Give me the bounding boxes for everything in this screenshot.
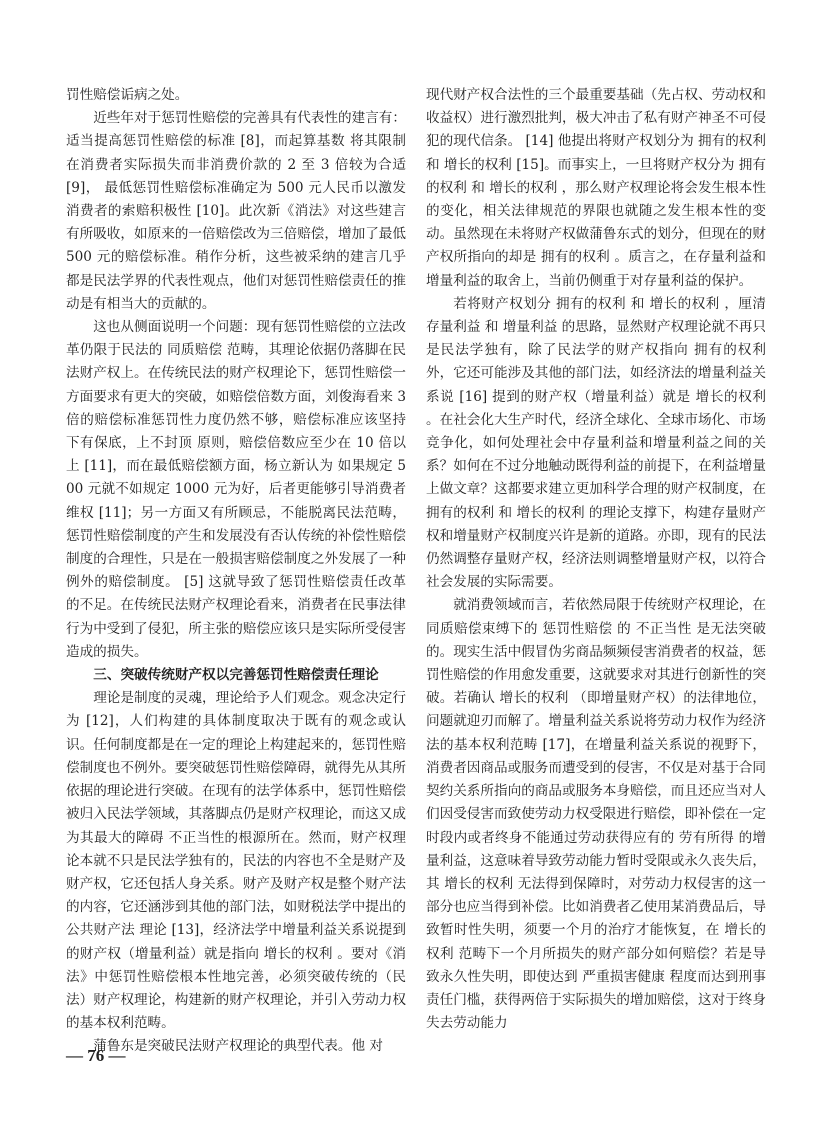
section-heading: 三、突破传统财产权以完善惩罚性赔偿责任理论	[93, 667, 379, 684]
paragraph: 近些年对于惩罚性赔偿的完善具有代表性的建言有：适当提高惩罚性赔偿的标准 [8]，而起算基数 将其限制在消费者实际损失而非消费价款的 2 至 3 倍较为合适 [9]， 最低惩罚性赔偿标准确定为 500 元人民币以激发消费者的索赔积极性 [10]。此次新《消法》对这些建言有所吸收，如原来的一倍赔偿改为三倍赔偿，增加了最低 500 元的赔偿标准。稍作分析，这些被采纳的建言几乎都是民法学界的代表性观点，他们对惩罚性赔偿责任的推动是有相当大的贡献的。	[66, 110, 406, 312]
paragraph: 就消费领域而言，若依然局限于传统财产权理论，在同质赔偿束缚下的 惩罚性赔偿 的 不正当性 是无法突破的。现实生活中假冒伪劣商品频频侵害消费者的权益，惩罚性赔偿的作用愈发重要，这就要求对其进行创新性的突破。若确认 增长的权利 （即增量财产权）的法律地位，问题就迎刃而解了。增量利益关系说将劳动力权作为经济法的基本权利范畴 [17]，在增量利益关系说的视野下，消费者因商品或服务而遭受到的侵害，不仅是对基于合同契约关系所指向的商品或服务本身赔偿，而且还应当对人们因受侵害而致使劳动力权受限进行赔偿，即补偿在一定时段内或者终身不能通过劳动获得应有的 劳有所得 的增量利益，这意味着导致劳动能力暂时受限或永久丧失后，其 增长的权利 无法得到保障时，对劳动力权侵害的这一部分也应当得到补偿。比如消费者乙使用某消费品后，导致暂时性失明，须要一个月的治疗才能恢复，在 增长的权利 范畴下一个月所损失的财产部分如何赔偿？若是导致永久性失明，即使达到 严重损害健康 程度而达到刑事责任门槛，获得两倍于实际损失的增加赔偿，这对于终身失去劳动能力	[426, 597, 766, 1032]
left-column	[66, 84, 406, 1059]
paragraph: 若将财产权划分 拥有的权利 和 增长的权利 ，厘清 存量利益 和 增量利益 的思路，显然财产权理论就不再只是民法学独有，除了民法学的财产权指向 拥有的权利 外，它还可能涉及其他的部门法，如经济法的增量利益关系说 [16] 提到的财产权（增量利益）就是 增长的权利 。在社会化大生产时代，经济全球化、全球市场化、市场竞争化，如何处理社会中存量利益和增量利益之间的关系？如何在不过分地触动既得利益的前提下，在利益增量上做文章？这都要求建立更加科学合理的财产权制度，在 拥有的权利 和 增长的权利 的理论支撑下，构建存量财产权和增量财产权制度兴许是新的道路。亦即，现有的民法仍然调整存量财产权，经济法则调整增量财产权，以符合社会发展的实际需要。	[426, 295, 766, 591]
paragraph: 现代财产权合法性的三个最重要基础（先占权、劳动权和收益权）进行激烈批判，极大冲击了私有财产神圣不可侵犯的现代信条。 [14] 他提出将财产权划分为 拥有的权利 和 增长的权利 [15]。而事实上，一旦将财产权分为 拥有的权利 和 增长的权利 ，那么财产权理论将会发生根本性的变化，相关法律规范的界限也就随之发生根本性的变动。虽然现在未将财产权做蒲鲁东式的划分，但现在的财产权所指向的却是 拥有的权利 。质言之，在存量利益和增量利益的取舍上，当前仍侧重于对存量利益的保护。	[426, 87, 766, 289]
paragraph: 这也从侧面说明一个问题：现有惩罚性赔偿的立法改革仍限于民法的 同质赔偿 范畴，其理论依据仍落脚在民法财产权上。在传统民法的财产权理论下，惩罚性赔偿一方面要求有更大的突破，如赔偿倍数方面，刘俊海看来 3 倍的赔偿标准惩罚性力度仍然不够，赔偿标准应该坚持 下有保底，上不封顶 原则，赔偿倍数应至少在 10 倍以上 [11]，而在最低赔偿额方面，杨立新认为 如果规定 500 元就不如规定 1000 元为好，后者更能够引导消费者维权 [11]；另一方面又有所顾忌，不能脱离民法范畴， 惩罚性赔偿制度的产生和发展没有否认传统的补偿性赔偿制度的合理性，只是在一般损害赔偿制度之外发展了一种例外的赔偿制度。 [5] 这就导致了惩罚性赔偿责任改革的不足。在传统民法财产权理论看来，消费者在民事法律行为中受到了侵犯，所主张的赔偿应该只是实际所受侵害造成的损失。	[66, 319, 406, 660]
paragraph: 理论是制度的灵魂，理论给予人们观念。观念决定行为 [12]，人们构建的具体制度取决于既有的观念或认识。任何制度都是在一定的理论上构建起来的，惩罚性赔偿制度也不例外。要突破惩罚性赔偿障碍，就得先从其所依据的理论进行突破。在现有的法学体系中，惩罚性赔偿被归入民法学领域，其落脚点仍是财产权理论，而这又成为其最大的障碍 不正当性的根源所在。然而，财产权理论本就不只是民法学独有的，民法的内容也不全是财产及财产权，它还包括人身关系。财产及财产权是整个财产法的内容，它还涵涉到其他的部门法，如财税法学中提出的 公共财产法 理论 [13]，经济法学中增量利益关系说提到的财产权（增量利益）就是指向 增长的权利 。要对《消法》中惩罚性赔偿根本性地完善，必须突破传统的（民法）财产权理论，构建新的财产权理论，并引入劳动力权的基本权利范畴。	[66, 690, 406, 1032]
paragraph: 蒲鲁东是突破民法财产权理论的典型代表。他 对	[93, 1038, 383, 1055]
page-number: — 76 —	[66, 1046, 126, 1065]
right-column	[426, 84, 766, 1035]
paragraph: 罚性赔偿诟病之处。	[66, 87, 189, 103]
